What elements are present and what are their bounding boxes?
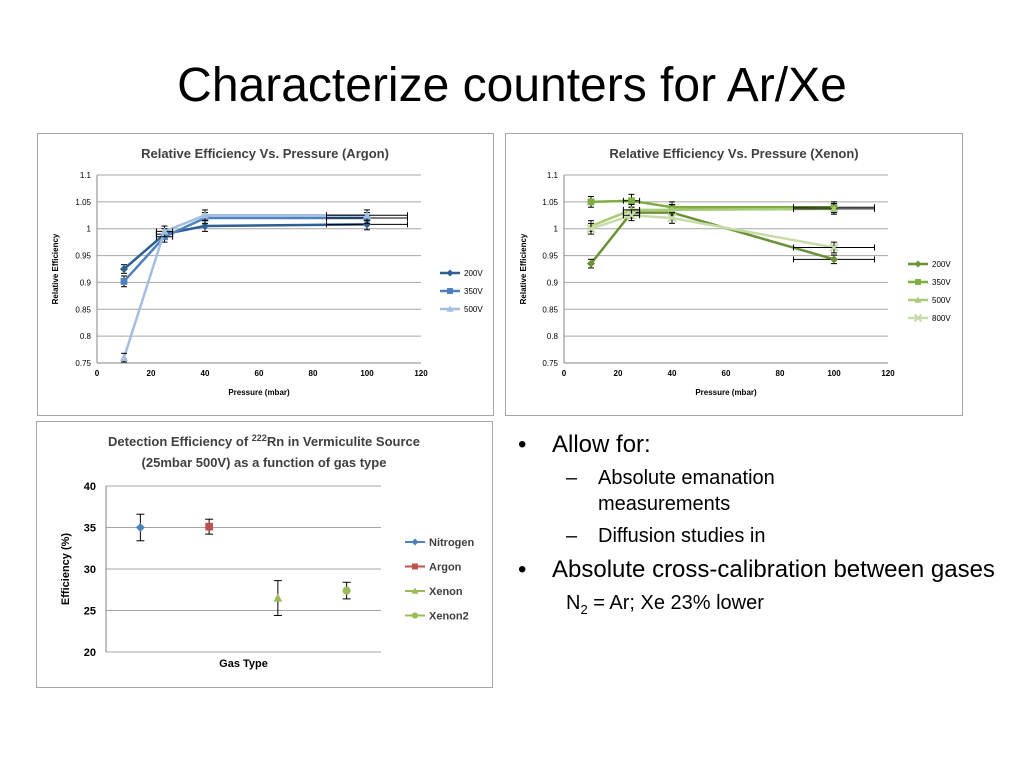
legend-label: 500V: [464, 305, 483, 314]
legend-marker: [412, 564, 418, 570]
legend-label: 800V: [932, 314, 951, 323]
y-tick-label: 1: [553, 224, 558, 234]
data-point: [830, 255, 838, 263]
series-line: [124, 218, 367, 281]
x-tick-label: 120: [414, 369, 428, 378]
y-tick-label: 0.8: [79, 332, 91, 342]
y-tick-label: 0.95: [542, 251, 558, 261]
y-tick-label: 1.05: [75, 197, 91, 207]
y-tick-label: 30: [83, 564, 96, 576]
x-tick-label: 20: [613, 369, 623, 378]
legend-label: 200V: [464, 269, 483, 278]
y-tick-label: 1.05: [542, 197, 558, 207]
bullet-text: Absolute cross-calibration between gases: [552, 556, 995, 583]
bullet-list: [510, 430, 1010, 623]
sub-bullet-marker: –: [566, 467, 578, 489]
x-tick-label: 80: [775, 369, 785, 378]
legend-marker: [447, 288, 453, 294]
gas-chart-svg: [37, 422, 494, 689]
data-point: [588, 198, 595, 205]
x-tick-label: 100: [360, 369, 374, 378]
chart-title-post: Rn in Vermiculite Source: [266, 434, 420, 449]
chart-title-superscript: 222: [251, 433, 267, 443]
chart-title: Relative Efficiency Vs. Pressure (Xenon): [609, 146, 859, 161]
legend-marker: [412, 539, 419, 546]
x-tick-label: 80: [308, 369, 318, 378]
bullet-allow-for: [510, 430, 1010, 459]
y-tick-label: 40: [83, 481, 96, 493]
x-tick-label: 20: [146, 369, 156, 378]
bullet-marker: •: [518, 431, 527, 458]
sub-bullet-absolute-emanation: [510, 465, 858, 517]
xenon-efficiency-chart: [505, 133, 963, 416]
y-tick-label: 0.75: [75, 359, 91, 368]
x-tick-label: 60: [254, 369, 264, 378]
legend-label: Xenon: [429, 586, 463, 598]
legend-marker: [915, 261, 922, 268]
chart-title: [108, 433, 420, 449]
y-tick-label: 0.9: [79, 278, 91, 288]
y-tick-label: 1.1: [546, 171, 558, 180]
data-point: [205, 523, 213, 531]
chart-title-line2: (25mbar 500V) as a function of gas type: [141, 455, 387, 470]
data-point: [121, 278, 128, 285]
y-tick-label: 0.9: [546, 278, 558, 288]
slide-title: Characterize counters for Ar/Xe: [177, 59, 847, 112]
argon-chart-svg: [38, 134, 495, 417]
legend-label: 350V: [932, 278, 951, 287]
legend-marker: [447, 270, 454, 277]
argon-efficiency-chart: [37, 133, 494, 416]
x-tick-label: 0: [561, 369, 567, 378]
y-tick-label: 0.95: [75, 251, 91, 261]
x-tick-label: 40: [200, 369, 210, 378]
x-axis-label: Pressure (mbar): [228, 388, 290, 397]
x-tick-label: 100: [827, 369, 841, 378]
result-note-subscript: 2: [580, 602, 588, 617]
legend-label: 350V: [464, 287, 483, 296]
bullet-marker: •: [518, 556, 527, 583]
legend-label: Nitrogen: [429, 537, 475, 549]
sub-bullet-marker: –: [566, 525, 578, 547]
y-axis-label: Efficiency (%): [60, 532, 72, 606]
y-tick-label: 0.8: [546, 332, 558, 342]
chart-title: Relative Efficiency Vs. Pressure (Argon): [141, 146, 389, 161]
data-point: [273, 594, 282, 602]
x-tick-label: 60: [721, 369, 731, 378]
x-tick-label: 40: [667, 369, 677, 378]
xenon-chart-svg: [506, 134, 964, 417]
result-note: [510, 590, 1010, 623]
y-tick-label: 20: [83, 647, 96, 659]
legend-marker: [915, 279, 921, 285]
y-tick-label: 0.85: [542, 305, 558, 315]
result-note-rest: = Ar; Xe 23% lower: [587, 592, 764, 614]
data-point: [343, 587, 351, 595]
y-axis-label: Relative Efficiency: [519, 233, 528, 305]
y-tick-label: 0.75: [542, 359, 558, 368]
legend-label: Argon: [429, 561, 462, 574]
series-line: [591, 215, 834, 247]
x-axis-label: Pressure (mbar): [695, 388, 757, 397]
legend-label: Xenon2: [429, 610, 469, 623]
chart-title-pre: Detection Efficiency of: [108, 434, 252, 449]
result-note-n: N: [566, 592, 581, 614]
data-point: [120, 354, 128, 361]
sub-bullet-text: Diffusion studies in: [598, 525, 766, 547]
x-tick-label: 0: [94, 369, 100, 378]
y-tick-label: 1: [86, 224, 91, 234]
legend-label: 200V: [932, 260, 951, 269]
y-tick-label: 0.85: [75, 305, 91, 315]
data-point: [628, 197, 635, 204]
legend-marker: [412, 612, 418, 618]
bullet-text: Allow for:: [552, 431, 651, 458]
data-point: [136, 523, 145, 532]
y-axis-label: Relative Efficiency: [51, 233, 60, 305]
legend-label: 500V: [932, 296, 951, 305]
sub-bullet-diffusion: [510, 523, 858, 549]
gas-type-efficiency-chart: [36, 421, 493, 688]
x-tick-label: 120: [881, 369, 895, 378]
y-tick-label: 35: [83, 522, 96, 535]
x-axis-label: Gas Type: [219, 658, 268, 670]
y-tick-label: 25: [83, 605, 96, 618]
bullet-cross-calibration: [510, 555, 1010, 584]
y-tick-label: 1.1: [79, 171, 91, 180]
sub-bullet-text: Absolute emanation measurements: [598, 467, 775, 515]
